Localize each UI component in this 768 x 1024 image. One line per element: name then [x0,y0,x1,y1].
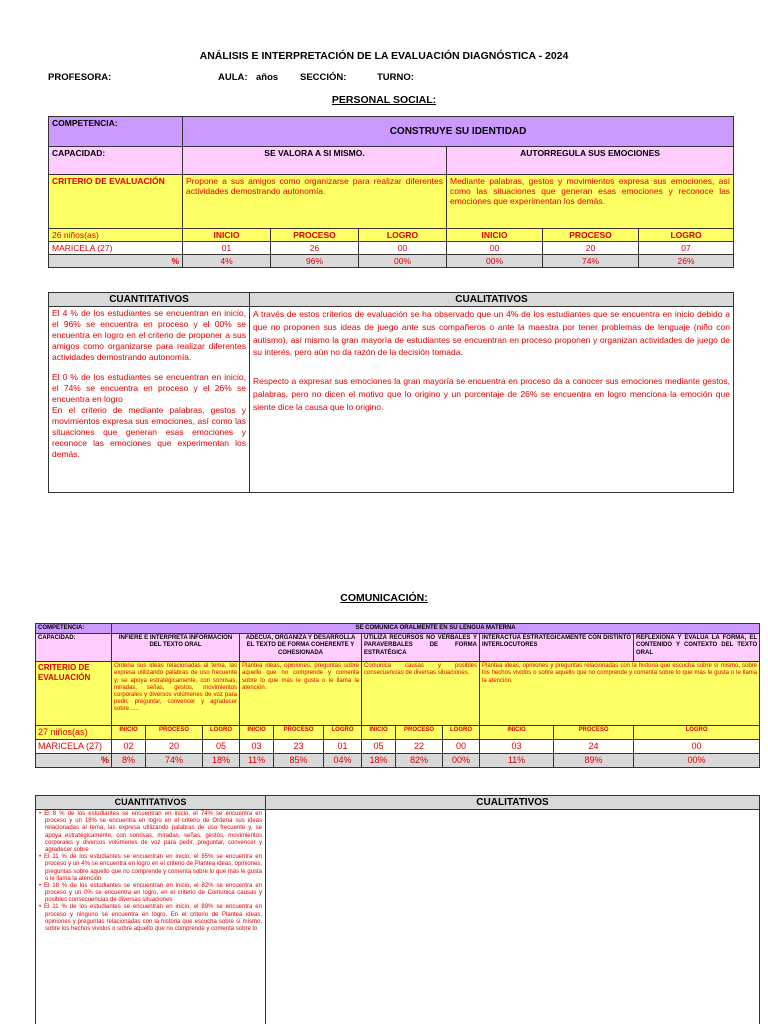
com-level-header: LOGRO [324,726,362,740]
com-count-cell: 00 [634,739,760,753]
com-count-cell: 03 [240,739,274,753]
level-header: PROCESO [543,229,639,242]
capacidad-2: AUTORREGULA SUS EMOCIONES [447,147,734,175]
page-title: ANÁLISIS E INTERPRETACIÓN DE LA EVALUACIÓN DIAGNÓSTICA - 2024 [199,50,569,62]
comunicacion-heading: COMUNICACIÓN: [340,592,428,604]
personal-social-table [48,116,734,268]
cuant-paragraph: En el criterio de mediante palabras, gestos y movimientos expresa sus emociones, así como las situaciones que generan esas emociones y reconoce las emociones que experimentan los demás. [52,405,246,459]
com-count-cell: 24 [554,739,634,753]
com-count-cell: 03 [480,739,554,753]
com-cuantitativos-body [36,810,266,1024]
com-pct-cell: 18% [362,753,396,767]
com-pct-label: % [36,753,112,767]
pct-cell: 96% [271,255,359,268]
comunicacion-table [35,623,760,768]
count-cell: 26 [271,242,359,255]
com-pct-cell: 18% [203,753,240,767]
competencia-label: COMPETENCIA: [49,117,183,147]
ninos-label: 26 niños(as) [49,229,183,242]
cual-paragraph: Respecto a expresar sus emociones la gran mayoría se encuentra en proceso da a conocer sus emociones mediante gestos, palabras, pero no dicen el motivo que lo origino y un porcentaje de 26% se encuentra en logro menciona la emoción que siente dice la causa que lo origino. [253,376,730,412]
level-header: LOGRO [639,229,734,242]
com-level-header: INICIO [362,726,396,740]
com-level-header: PROCESO [146,726,203,740]
level-header: LOGRO [359,229,447,242]
com-competencia-value: SE COMUNICA ORALMENTE EN SU LENGUA MATERNA [112,624,760,634]
pct-cell: 26% [639,255,734,268]
com-level-header: LOGRO [443,726,480,740]
com-capacidad-1: INFIERE E INTERPRETA INFORMACIÓN DEL TEXTO ORAL [112,634,240,662]
com-pct-cell: 00% [443,753,480,767]
com-level-header: INICIO [112,726,146,740]
cuant-paragraph: El 0 % de los estudiantes se encuentran en inicio, el 74% se encuentra en proceso y el 26% se encuentra en logro [52,372,246,405]
level-header: INICIO [447,229,543,242]
com-level-header: PROCESO [554,726,634,740]
com-cualitativos-header: CUALITATIVOS [266,796,760,810]
list-item: • El 11 % de los estudiantes se encuentran en inicio, el 85% se encuentra en proceso y un 4% se encuentra en logro en el criterio de Plantea ideas, opiniones, preguntas sobre aquello que no comprende y comenta sobre lo que más le gusta o le llama la atención [39,854,262,883]
com-criterio-3: Comunica causas y posibles consecuencias de diversas situaciones. [362,662,480,726]
competencia-value: CONSTRUYE SU IDENTIDAD [183,117,734,147]
com-criterio-2: Plantea ideas, opiniones, preguntas sobre aquello que no comprende y comenta sobre lo que más le gusta o le llama la atención. [240,662,362,726]
count-cell: 20 [543,242,639,255]
com-competencia-label: COMPETENCIA: [36,624,112,634]
profesora-label: PROFESORA: [48,72,112,83]
comunicacion-analysis-table [35,795,760,1024]
com-level-header: LOGRO [634,726,760,740]
level-header: INICIO [183,229,271,242]
list-item: • El 18 % de los estudiantes se encuentran en inicio, el 82% se encuentra en proceso y un 0% se encuentra en logro, en el criterio de Comunica causas y posibles consecuencias de diversas situaciones [39,883,262,905]
com-count-cell: 22 [396,739,443,753]
cualitativos-header: CUALITATIVOS [250,293,734,307]
cuantitativos-body [49,307,250,493]
com-capacidad-2: ADECUA, ORGANIZA Y DESARROLLA EL TEXTO DE FORMA COHERENTE Y COHESIONADA [240,634,362,662]
com-level-header: PROCESO [396,726,443,740]
capacidad-1: SE VALORA A SI MISMO. [183,147,447,175]
com-level-header: INICIO [240,726,274,740]
com-level-header: INICIO [480,726,554,740]
com-capacidad-3: UTILIZA RECURSOS NO VERBALES Y PARAVERBALES DE FORMA ESTRATÉGICA [362,634,480,662]
com-count-cell: 00 [443,739,480,753]
cuant-paragraph: El 4 % de los estudiantes se encuentran en inicio, el 96% se encuentra en proceso y el 00% se encuentra en logro en el criterio de proponer a sus amigos como organizarse para realizar diferentes actividades demostrando autonomía. [52,308,246,362]
aula-value: años [256,72,279,83]
com-pct-cell: 85% [274,753,324,767]
turno-label: TURNO: [377,72,414,83]
com-count-cell: 01 [324,739,362,753]
com-pct-cell: 00% [634,753,760,767]
com-capacidad-4: INTERACTUA ESTRATÉGICAMENTE CON DISTINTO INTERLOCUTORES [480,634,634,662]
list-item: • El 11 % de los estudiantes se encuentran en inicio, el 89% se encuentra en proceso y ninguno se encuentra en logro. En el criterio de Plantea ideas, opiniones y preguntas relacionadas con la historia que escucha sobre sí mismo, sobre los hechos vividos o sobre aquello que no comprende y comenta sobre lo [39,904,262,933]
count-label: MARICELA (27) [49,242,183,255]
pct-cell: 00% [447,255,543,268]
com-pct-cell: 11% [480,753,554,767]
com-criterio-1: Ordena sus ideas relacionadas al tema, las expresa utilizando palabras de uso frecuente y, se apoya estratégicamente, con sonrisas, miradas, señas, gestos, movimientos corporales y diversos volúmenes de voz para pedir, preguntar, convencer y agradecer sobre...... [112,662,240,726]
capacidad-label: CAPACIDAD: [49,147,183,175]
com-pct-cell: 82% [396,753,443,767]
aula-label: AULA: [218,72,248,83]
com-count-cell: 23 [274,739,324,753]
com-count-label: MARICELA (27) [36,739,112,753]
personal-social-heading: PERSONAL SOCIAL: [331,94,437,106]
pct-cell: 00% [359,255,447,268]
cualitativos-body [250,307,734,493]
pct-cell: 74% [543,255,639,268]
com-pct-cell: 04% [324,753,362,767]
com-level-header: LOGRO [203,726,240,740]
com-criterio-4: Plantea ideas, opiniones y preguntas relacionadas con la historia que escucha sobre sí mismo, sobre los hechos vividos o sobre aquello que no comprende y comenta sobre lo que más le gusta o le llama la atención. [480,662,760,726]
count-cell: 01 [183,242,271,255]
com-count-cell: 05 [203,739,240,753]
criterio-1: Propone a sus amigos como organizarse para realizar diferentes actividades demostrando autonomía. [183,175,447,229]
personal-social-analysis-table [48,292,734,493]
seccion-label: SECCIÓN: [300,72,347,83]
com-pct-cell: 8% [112,753,146,767]
com-count-cell: 02 [112,739,146,753]
com-pct-cell: 89% [554,753,634,767]
com-criterio-label: CRITERIO DE EVALUACIÓN [36,662,112,726]
count-cell: 00 [359,242,447,255]
com-pct-cell: 74% [146,753,203,767]
level-header: PROCESO [271,229,359,242]
count-cell: 07 [639,242,734,255]
pct-label: % [49,255,183,268]
com-level-header: PROCESO [274,726,324,740]
com-cualitativos-body [266,810,760,1024]
criterio-2: Mediante palabras, gestos y movimientos expresa sus emociones, así como las situaciones que generan esas emociones y reconoce las emociones que experimentan los demás. [447,175,734,229]
com-count-cell: 20 [146,739,203,753]
com-ninos-label: 27 niños(as) [36,726,112,740]
criterio-label: CRITERIO DE EVALUACIÓN [49,175,183,229]
list-item: • El 8 % de los estudiantes se encuentran en inicio, el 74% se encuentra en proceso y un 18% se encuentra en logro en el criterio de Ordena sus ideas relacionadas al tema, las expresa utilizando palabras de uso frecuente y, se apoya estratégicamente, con sonrisas, miradas, señas, gestos, movimientos corporales y diversos volúmenes de voz para pedir, preguntar, convencer y agradecer sobre [39,811,262,854]
cual-paragraph: A través de estos criterios de evaluación se ha observado que un 4% de los estudiantes que se encuentra en inicio debido a que no proponen sus ideas de juego ante sus compañeros o ante la maestra por tener problemas de lenguaje (niño con autismo), así mismo la gran mayoría de estudiantes se encuentran en proceso proponen y organizan actividades de juego de su interés, pero aún no da razón de la decisión tomada. [253,309,730,358]
com-cuantitativos-header: CUANTITATIVOS [36,796,266,810]
com-pct-cell: 11% [240,753,274,767]
com-capacidad-label: CAPACIDAD: [36,634,112,662]
com-count-cell: 05 [362,739,396,753]
com-capacidad-5: REFLEXIONA Y EVALÚA LA FORMA, EL CONTENIDO Y CONTEXTO DEL TEXTO ORAL [634,634,760,662]
count-cell: 00 [447,242,543,255]
cuantitativos-header: CUANTITATIVOS [49,293,250,307]
pct-cell: 4% [183,255,271,268]
